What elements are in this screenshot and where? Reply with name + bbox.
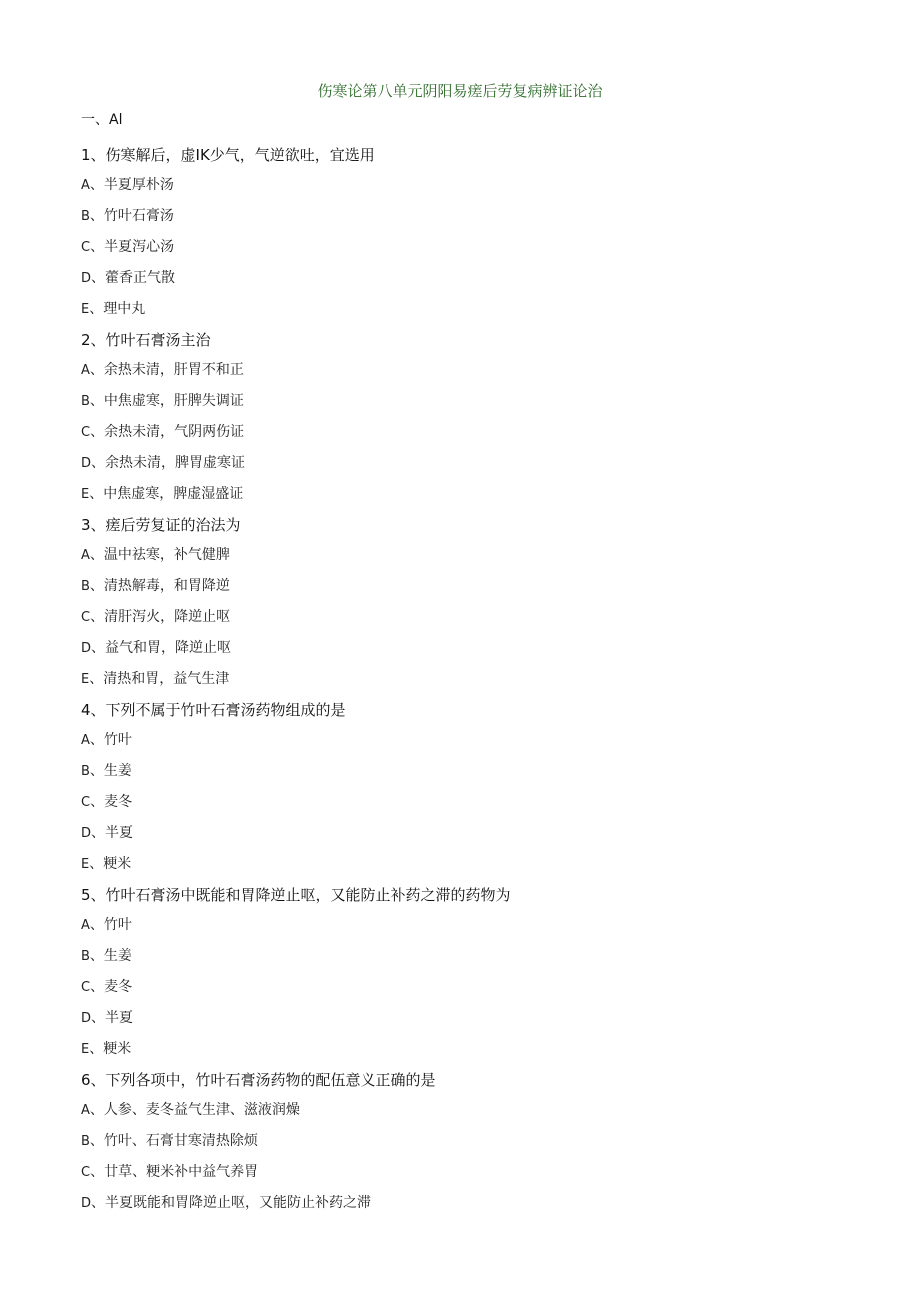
option-separator: 、 bbox=[89, 547, 104, 563]
answer-option-e bbox=[81, 294, 861, 325]
option-text: 半夏 bbox=[105, 1010, 134, 1026]
answer-option-b bbox=[81, 941, 861, 972]
option-separator: 、 bbox=[89, 763, 104, 779]
option-separator: 、 bbox=[89, 732, 104, 748]
option-separator: 、 bbox=[91, 270, 106, 286]
option-letter: E bbox=[81, 857, 90, 872]
option-separator: 、 bbox=[90, 239, 105, 255]
option-separator: 、 bbox=[90, 794, 105, 810]
option-letter: D bbox=[81, 1196, 92, 1211]
option-letter: A bbox=[81, 733, 90, 748]
option-letter: B bbox=[81, 949, 90, 964]
answer-option-a bbox=[81, 540, 861, 571]
option-text: 粳米 bbox=[103, 856, 132, 872]
option-separator: 、 bbox=[91, 455, 106, 471]
option-letter: A bbox=[81, 1103, 90, 1118]
answer-option-d bbox=[81, 1188, 861, 1219]
option-separator: 、 bbox=[89, 578, 104, 594]
option-letter: C bbox=[81, 795, 91, 810]
question-stem: 5、竹叶石膏汤中既能和胃降逆止呕，又能防止补药之滞的药物为 bbox=[81, 886, 511, 904]
answer-option-c bbox=[81, 232, 861, 263]
answer-option-a bbox=[81, 1095, 861, 1126]
option-text: 益气和胃，降逆止呕 bbox=[105, 640, 232, 656]
option-separator: 、 bbox=[91, 1010, 106, 1026]
answer-option-c bbox=[81, 1157, 861, 1188]
question-5 bbox=[81, 880, 861, 1065]
document-title: 伤寒论第八单元阴阳易瘥后劳复病辨证论治 bbox=[317, 82, 603, 100]
question-stem: 2、竹叶石膏汤主治 bbox=[81, 331, 211, 349]
option-letter: C bbox=[81, 240, 91, 255]
answer-option-a bbox=[81, 910, 861, 941]
option-letter: B bbox=[81, 209, 90, 224]
answer-option-b bbox=[81, 571, 861, 602]
option-separator: 、 bbox=[90, 979, 105, 995]
option-text: 温中祛寒，补气健脾 bbox=[103, 547, 230, 563]
option-separator: 、 bbox=[89, 393, 104, 409]
option-letter: B bbox=[81, 394, 90, 409]
option-text: 半夏既能和胃降逆止呕，又能防止补药之滞 bbox=[105, 1195, 372, 1211]
option-separator: 、 bbox=[89, 208, 104, 224]
option-letter: A bbox=[81, 363, 90, 378]
option-letter: C bbox=[81, 425, 91, 440]
answer-option-c bbox=[81, 602, 861, 633]
option-separator: 、 bbox=[89, 856, 104, 872]
option-text: 余热未清，气阴两伤证 bbox=[104, 424, 245, 440]
option-separator: 、 bbox=[91, 825, 106, 841]
option-letter: E bbox=[81, 487, 90, 502]
answer-option-b bbox=[81, 201, 861, 232]
option-letter: D bbox=[81, 456, 92, 471]
answer-option-a bbox=[81, 355, 861, 386]
answer-option-b bbox=[81, 386, 861, 417]
option-letter: A bbox=[81, 178, 90, 193]
option-separator: 、 bbox=[90, 609, 105, 625]
answer-option-e bbox=[81, 1034, 861, 1065]
answer-option-a bbox=[81, 170, 861, 201]
option-text: 中焦虚寒，脾虚湿盛证 bbox=[103, 486, 244, 502]
answer-option-b bbox=[81, 1126, 861, 1157]
option-text: 藿香正气散 bbox=[105, 270, 176, 286]
option-text: 余热未清，肝胃不和正 bbox=[103, 362, 244, 378]
option-separator: 、 bbox=[89, 301, 104, 317]
answer-option-e bbox=[81, 479, 861, 510]
option-separator: 、 bbox=[89, 1041, 104, 1057]
option-text: 清肝泻火，降逆止呕 bbox=[104, 609, 231, 625]
option-text: 清热和胃，益气生津 bbox=[103, 671, 230, 687]
option-letter: D bbox=[81, 271, 92, 286]
option-text: 半夏厚朴汤 bbox=[103, 177, 174, 193]
option-letter: B bbox=[81, 579, 90, 594]
option-separator: 、 bbox=[89, 917, 104, 933]
answer-option-d bbox=[81, 818, 861, 849]
option-text: 人参、麦冬益气生津、滋液润燥 bbox=[103, 1102, 300, 1118]
question-1 bbox=[81, 140, 861, 325]
option-letter: A bbox=[81, 548, 90, 563]
question-2 bbox=[81, 325, 861, 510]
option-letter: C bbox=[81, 1165, 91, 1180]
option-letter: D bbox=[81, 826, 92, 841]
option-text: 半夏泻心汤 bbox=[104, 239, 175, 255]
option-text: 麦冬 bbox=[104, 794, 133, 810]
question-6 bbox=[81, 1065, 861, 1219]
option-letter: E bbox=[81, 1042, 90, 1057]
answer-option-d bbox=[81, 263, 861, 294]
option-separator: 、 bbox=[89, 1133, 104, 1149]
answer-option-c bbox=[81, 972, 861, 1003]
option-text: 生姜 bbox=[103, 948, 132, 964]
answer-option-d bbox=[81, 448, 861, 479]
option-separator: 、 bbox=[89, 177, 104, 193]
answer-option-c bbox=[81, 417, 861, 448]
question-stem: 1、伤寒解后，虚IK少气，气逆欲吐，宜选用 bbox=[81, 146, 375, 164]
option-letter: E bbox=[81, 302, 90, 317]
option-text: 清热解毒，和胃降逆 bbox=[103, 578, 230, 594]
answer-option-b bbox=[81, 756, 861, 787]
option-separator: 、 bbox=[89, 362, 104, 378]
answer-option-c bbox=[81, 787, 861, 818]
answer-option-d bbox=[81, 1003, 861, 1034]
question-stem: 4、下列不属于竹叶石膏汤药物组成的是 bbox=[81, 701, 346, 719]
option-separator: 、 bbox=[91, 1195, 106, 1211]
option-text: 理中丸 bbox=[103, 301, 146, 317]
option-separator: 、 bbox=[89, 486, 104, 502]
question-stem: 6、下列各项中，竹叶石膏汤药物的配伍意义正确的是 bbox=[81, 1071, 436, 1089]
question-4 bbox=[81, 695, 861, 880]
option-text: 生姜 bbox=[103, 763, 132, 779]
option-letter: B bbox=[81, 764, 90, 779]
option-letter: E bbox=[81, 672, 90, 687]
option-text: 余热未清，脾胃虚寒证 bbox=[105, 455, 246, 471]
question-stem: 3、瘥后劳复证的治法为 bbox=[81, 516, 241, 534]
option-separator: 、 bbox=[89, 948, 104, 964]
answer-option-d bbox=[81, 633, 861, 664]
option-text: 中焦虚寒，肝脾失调证 bbox=[103, 393, 244, 409]
option-text: 麦冬 bbox=[104, 979, 133, 995]
option-text: 廿草、粳米补中益气养胃 bbox=[104, 1164, 259, 1180]
option-separator: 、 bbox=[90, 424, 105, 440]
option-letter: A bbox=[81, 918, 90, 933]
option-letter: C bbox=[81, 610, 91, 625]
answer-option-a bbox=[81, 725, 861, 756]
option-separator: 、 bbox=[90, 1164, 105, 1180]
question-list bbox=[81, 140, 861, 1219]
question-3 bbox=[81, 510, 861, 695]
option-text: 竹叶石膏汤 bbox=[103, 208, 174, 224]
option-separator: 、 bbox=[89, 1102, 104, 1118]
answer-option-e bbox=[81, 664, 861, 695]
option-letter: B bbox=[81, 1134, 90, 1149]
option-text: 竹叶 bbox=[103, 732, 132, 748]
option-text: 半夏 bbox=[105, 825, 134, 841]
option-text: 竹叶 bbox=[103, 917, 132, 933]
option-text: 竹叶、石膏甘寒清热除烦 bbox=[103, 1133, 258, 1149]
option-letter: D bbox=[81, 641, 92, 656]
option-text: 粳米 bbox=[103, 1041, 132, 1057]
section-heading: 一、Al bbox=[81, 112, 123, 128]
option-letter: D bbox=[81, 1011, 92, 1026]
option-separator: 、 bbox=[89, 671, 104, 687]
option-letter: C bbox=[81, 980, 91, 995]
answer-option-e bbox=[81, 849, 861, 880]
option-separator: 、 bbox=[91, 640, 106, 656]
